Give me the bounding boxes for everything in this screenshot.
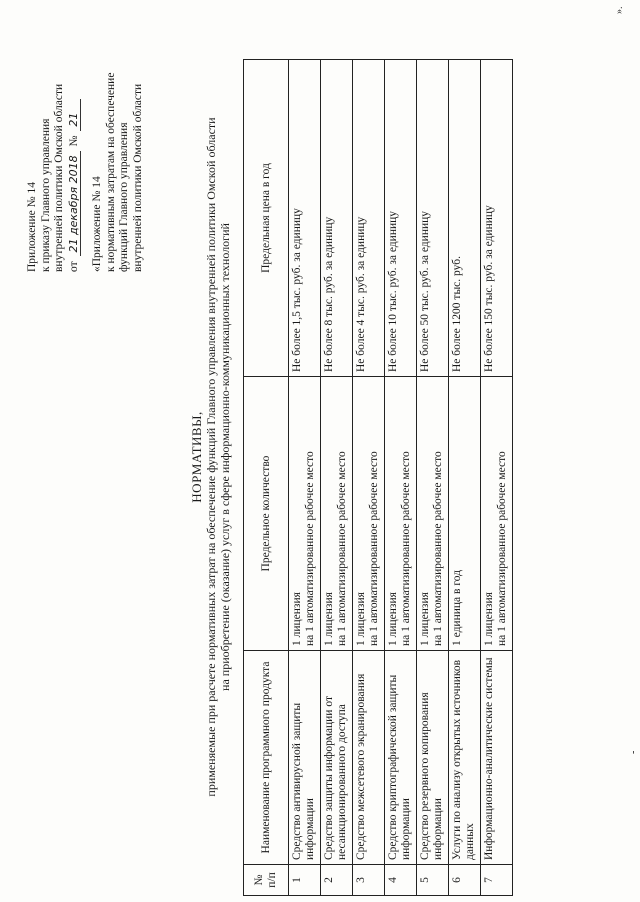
norms-table xyxy=(243,59,513,896)
quantity-line: на 1 автоматизированное рабочее место xyxy=(304,451,316,646)
row-number: 2 xyxy=(321,865,353,896)
quantity xyxy=(417,377,449,651)
appendix-ref-line: функций Главного управления xyxy=(118,122,130,272)
quantity-line: 1 лицензия xyxy=(387,592,399,646)
table-row xyxy=(449,60,481,896)
table-row xyxy=(481,60,513,896)
quantity xyxy=(481,377,513,651)
quantity xyxy=(353,377,385,651)
price: Не более 8 тыс. руб. за единицу xyxy=(321,60,353,377)
col-header-product: Наименование программного продукта xyxy=(244,651,289,865)
appendix-ref-line: «Приложение № 14 xyxy=(91,176,103,272)
quantity-line: 1 лицензия xyxy=(323,592,335,646)
price: Не более 1,5 тыс. руб. за единицу xyxy=(289,60,321,377)
product-name: Средство антивирусной защиты информации xyxy=(289,651,321,865)
title-line: на приобретение (оказание) услуг в сфере информационно-коммуникационных технологий xyxy=(218,223,232,691)
quantity xyxy=(321,377,353,651)
quantity xyxy=(385,377,417,651)
row-number: 6 xyxy=(449,865,481,896)
quantity-line: на 1 автоматизированное рабочее место xyxy=(400,451,412,646)
table-row xyxy=(353,60,385,896)
col-header-quantity: Предельное количество xyxy=(244,377,289,651)
row-number: 3 xyxy=(353,865,385,896)
price: Не более 10 тыс. руб. за единицу xyxy=(385,60,417,377)
date-prefix: от xyxy=(67,261,80,272)
table-row xyxy=(289,60,321,896)
quantity-line: 1 единица в год xyxy=(451,569,463,646)
closing-quote-mark: ». xyxy=(614,6,625,14)
table-row xyxy=(321,60,353,896)
product-name: Средство криптографической защиты информации xyxy=(385,651,417,865)
appendix-ref-line: к нормативным затратам на обеспечение xyxy=(104,72,117,272)
col-header-price: Предельная цена в год xyxy=(244,60,289,377)
row-number: 5 xyxy=(417,865,449,896)
header-line: Приложение № 14 xyxy=(26,182,38,272)
row-number: 7 xyxy=(481,865,513,896)
handwritten-date: 21 декабря 2018 xyxy=(67,151,82,256)
header-line: внутренней политики Омской области xyxy=(53,83,65,272)
number-sign: № xyxy=(67,135,80,147)
product-name: Средство защиты информации от несанкционированного доступа xyxy=(321,651,353,865)
handwritten-number: 21 xyxy=(67,99,82,131)
quantity xyxy=(449,377,481,651)
appendix-ref-line: внутренней политики Омской области xyxy=(131,83,144,272)
product-name: Услуги по анализу открытых источников данных xyxy=(449,651,481,865)
quantity-line: 1 лицензия xyxy=(355,592,367,646)
quantity-line: на 1 автоматизированное рабочее место xyxy=(336,451,348,646)
price: Не более 1200 тыс. руб. xyxy=(449,60,481,377)
product-name: Средство резервного копирования информации xyxy=(417,651,449,865)
table-header-row xyxy=(244,60,289,896)
price: Не более 150 тыс. руб. за единицу xyxy=(481,60,513,377)
quantity-line: 1 лицензия xyxy=(419,592,431,646)
quantity-line: на 1 автоматизированное рабочее место xyxy=(496,451,508,646)
table-row xyxy=(385,60,417,896)
table-row xyxy=(417,60,449,896)
header-line: к приказу Главного управления xyxy=(39,118,52,272)
header-date-line xyxy=(67,22,82,272)
edge-mark: - xyxy=(628,750,639,754)
row-number: 4 xyxy=(385,865,417,896)
quantity xyxy=(289,377,321,651)
row-number: 1 xyxy=(289,865,321,896)
title-main: НОРМАТИВЫ, xyxy=(189,411,204,503)
quantity-line: 1 лицензия xyxy=(291,592,303,646)
product-name: Информационно-аналитические системы xyxy=(481,651,513,865)
document-title xyxy=(190,72,232,842)
product-name: Средство межсетевого экранирования xyxy=(353,651,385,865)
quantity-line: на 1 автоматизированное рабочее место xyxy=(368,451,380,646)
quantity-line: 1 лицензия xyxy=(483,592,495,646)
col-header-number: № п/п xyxy=(244,865,289,896)
title-line: применяемые при расчете нормативных затрат на обеспечение функций Главного управления внутренней политики Омской области xyxy=(204,117,218,797)
quantity-line: на 1 автоматизированное рабочее место xyxy=(432,451,444,646)
header-block xyxy=(26,22,145,272)
price: Не более 50 тыс. руб. за единицу xyxy=(417,60,449,377)
price: Не более 4 тыс. руб. за единицу xyxy=(353,60,385,377)
